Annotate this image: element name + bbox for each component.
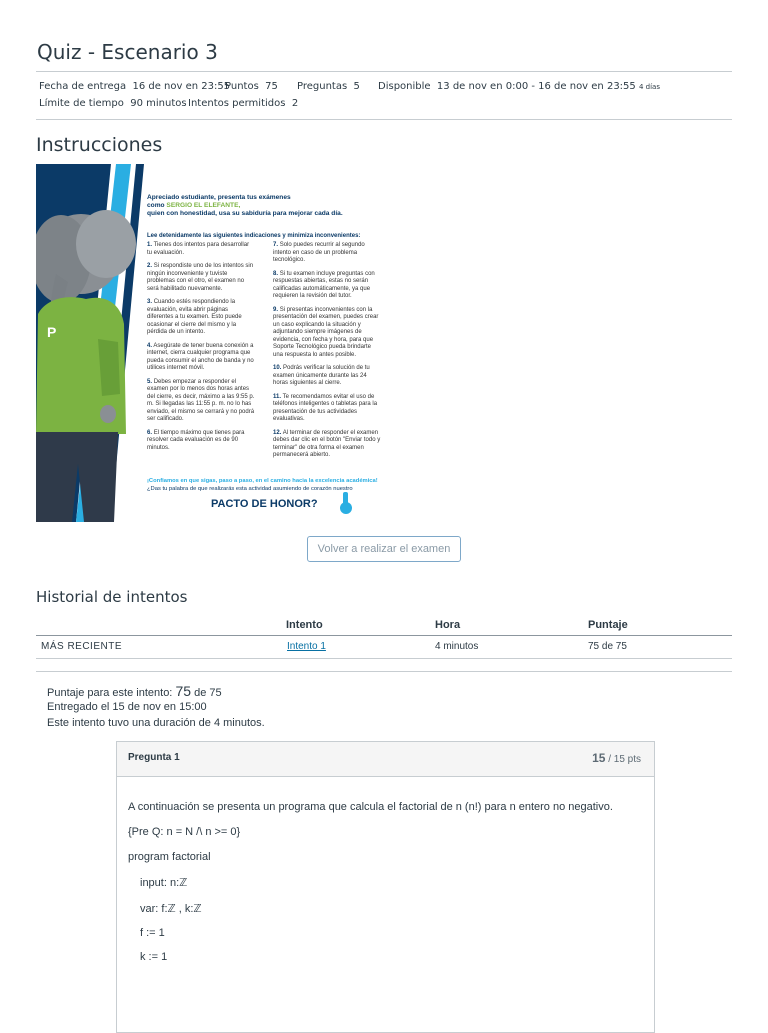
- points-label: Puntos: [225, 81, 259, 92]
- item-text: Al terminar de responder el examen debes dar clic en el botón "Enviar todo y terminar" de otra forma el examen permanecerá abierto.: [273, 429, 381, 458]
- duration-line: Este intento tuvo una duración de 4 minutos.: [47, 717, 265, 729]
- banner-item: [273, 271, 381, 301]
- item-num: 6.: [147, 429, 153, 436]
- questions-value: 5: [353, 81, 360, 92]
- assign-f-line: f := 1: [140, 927, 165, 939]
- table-divider: [36, 658, 732, 659]
- item-num: 1.: [147, 242, 153, 248]
- submitted-line: Entregado el 15 de nov en 15:00: [47, 701, 207, 713]
- col-time: Hora: [435, 619, 461, 631]
- item-text: El tiempo máximo que tienes para resolver cada evaluación es de 90 minutos.: [147, 429, 245, 451]
- divider: [36, 119, 732, 120]
- question-card: [116, 741, 655, 1033]
- item-num: 10.: [273, 365, 282, 371]
- item-text: Si presentas inconvenientes con la presentación del examen, puedes crear un caso explicando la situación y adjuntando siempre imágenes de evidencia, con fecha y hora, para que Soporte Tecnológico pueda brindarte una respuesta lo antes posible.: [273, 306, 379, 358]
- points: [225, 81, 278, 92]
- available-value: 13 de nov en 0:00 - 16 de nov en 23:55: [436, 81, 636, 92]
- input-line: input: n:ℤ: [140, 877, 188, 889]
- col-attempt: Intento: [286, 619, 323, 631]
- banner-greeting-1: Apreciado estudiante, presenta tus exámenes: [147, 194, 291, 201]
- available-days: 4 días: [638, 83, 660, 91]
- question-header: [117, 742, 654, 777]
- banner-items-right: [273, 242, 381, 466]
- score-prefix: Puntaje para este intento:: [47, 687, 176, 699]
- due-date: [39, 81, 230, 92]
- questions-label: Preguntas: [297, 81, 348, 92]
- banner-item: [147, 379, 255, 424]
- banner-footer-1: ¡Confiamos en que sigas, paso a paso, en el camino hacia la excelencia académica!: [147, 478, 378, 484]
- program-line: program factorial: [128, 851, 211, 863]
- row-label: MÁS RECIENTE: [41, 641, 123, 652]
- col-score: Puntaje: [588, 619, 628, 631]
- history-heading: Historial de intentos: [36, 588, 188, 606]
- question-label: Pregunta 1: [128, 752, 180, 763]
- table-row: [36, 636, 732, 658]
- page-title: Quiz - Escenario 3: [37, 40, 218, 64]
- time-limit-value: 90 minutos: [130, 98, 187, 109]
- score-value: 75: [175, 683, 192, 699]
- banner-item: [147, 242, 255, 257]
- attempt-link[interactable]: Intento 1: [287, 641, 326, 652]
- banner-greeting-2a: como: [147, 202, 167, 210]
- banner-items-left: [147, 242, 255, 458]
- available-label: Disponible: [378, 81, 431, 92]
- due-label: Fecha de entrega: [39, 81, 127, 92]
- section-divider: [36, 671, 732, 672]
- points-value: 75: [265, 81, 278, 92]
- item-num: 7.: [273, 242, 279, 248]
- item-text: Si tu examen incluye preguntas con respuestas abiertas, estas no serán calificadas automáticamente, ya que requieren la revisión del tutor.: [273, 270, 375, 299]
- divider: [36, 71, 732, 72]
- attempts-allowed: [188, 98, 298, 109]
- banner-item: [147, 430, 255, 453]
- item-num: 9.: [273, 306, 279, 313]
- item-text: Debes empezar a responder el examen por lo menos dos horas antes del cierre, es decir, máximo a las 9:55 p. m. Si llegadas las 11:55 p. m. no lo has enviado, el mismo se cerrará y no podrá ser calificado.: [147, 378, 255, 422]
- item-num: 5.: [147, 378, 153, 385]
- item-num: 12.: [273, 429, 282, 436]
- item-text: Solo puedes recurrir al segundo intento en caso de un problema tecnológico.: [273, 242, 365, 263]
- time-limit-label: Límite de tiempo: [39, 98, 124, 109]
- item-num: 8.: [273, 270, 279, 277]
- attempt-time: 4 minutos: [435, 641, 479, 652]
- question-points: [592, 749, 641, 767]
- banner-greeting-3: quien con honestidad, usa su sabiduría para mejorar cada día.: [147, 210, 343, 218]
- availability: [378, 81, 660, 92]
- item-num: 11.: [273, 393, 282, 400]
- banner-item: [147, 343, 255, 373]
- item-num: 4.: [147, 342, 153, 349]
- banner-greeting-2: [147, 202, 387, 210]
- var-line: var: f:ℤ , k:ℤ: [140, 903, 202, 915]
- retake-quiz-button[interactable]: Volver a realizar el examen: [307, 536, 461, 562]
- item-text: Tienes dos intentos para desarrollar tu evaluación.: [147, 242, 250, 256]
- item-text: Te recomendamos evitar el uso de teléfonos inteligentes o tabletas para la presentación de tus actividades evaluativas.: [273, 393, 378, 422]
- question-score: 15: [592, 751, 606, 765]
- banner-item: [147, 299, 255, 337]
- banner-lead: Lee detenidamente las siguientes indicaciones y minimiza inconvenientes:: [147, 233, 361, 239]
- attempts-value: 2: [291, 98, 299, 109]
- item-text: Cuando estés respondiendo la evaluación, evita abrir páginas diferentes a tu examen. Esto puede ocasionar el cierre del mismo y la pérdida de un intento.: [147, 299, 242, 335]
- banner-item: [273, 430, 381, 460]
- due-value: 16 de nov en 23:55: [132, 81, 231, 92]
- precondition: {Pre Q: n = N /\ n >= 0}: [128, 826, 241, 838]
- banner-greeting: [147, 194, 387, 219]
- banner-greeting-2b: SERGIO EL ELEFANTE,: [166, 202, 241, 210]
- attempts-label: Intentos permitidos: [188, 98, 286, 109]
- shirt-logo: P: [47, 324, 57, 340]
- attempt-score-line: [47, 683, 222, 699]
- banner-pact: PACTO DE HONOR?: [211, 498, 318, 510]
- item-text: Podrás verificar la solución de tu examen únicamente durante las 24 horas siguientes al cierre.: [273, 365, 370, 386]
- time-limit: [39, 98, 187, 109]
- question-score-suffix: / 15 pts: [605, 754, 641, 765]
- instructions-banner: [36, 164, 391, 522]
- banner-item: [273, 365, 381, 388]
- banner-item: [273, 394, 381, 424]
- item-num: 2.: [147, 263, 153, 269]
- questions: [297, 81, 360, 92]
- banner-item: [147, 263, 255, 293]
- banner-item: [273, 307, 381, 360]
- item-num: 3.: [147, 299, 153, 305]
- item-text: Asegúrate de tener buena conexión a internet, cierra cualquier programa que pueda consumir el ancho de banda y no utilices internet móvil.: [147, 342, 254, 371]
- question-text: A continuación se presenta un programa que calcula el factorial de n (n!) para n entero no negativo.: [128, 801, 613, 813]
- banner-footer-2: ¿Das tu palabra de que realizarás esta actividad asumiendo de corazón nuestro: [147, 486, 353, 492]
- score-suffix: de 75: [191, 687, 222, 699]
- attempt-score: 75 de 75: [588, 641, 627, 652]
- assign-k-line: k := 1: [140, 951, 168, 963]
- banner-item: [273, 242, 381, 265]
- instructions-heading: Instrucciones: [36, 134, 163, 156]
- item-text: Si respondiste uno de los intentos sin ningún inconveniente y tuviste problemas con el otro, el examen no será habilitado nuevamente.: [147, 263, 254, 292]
